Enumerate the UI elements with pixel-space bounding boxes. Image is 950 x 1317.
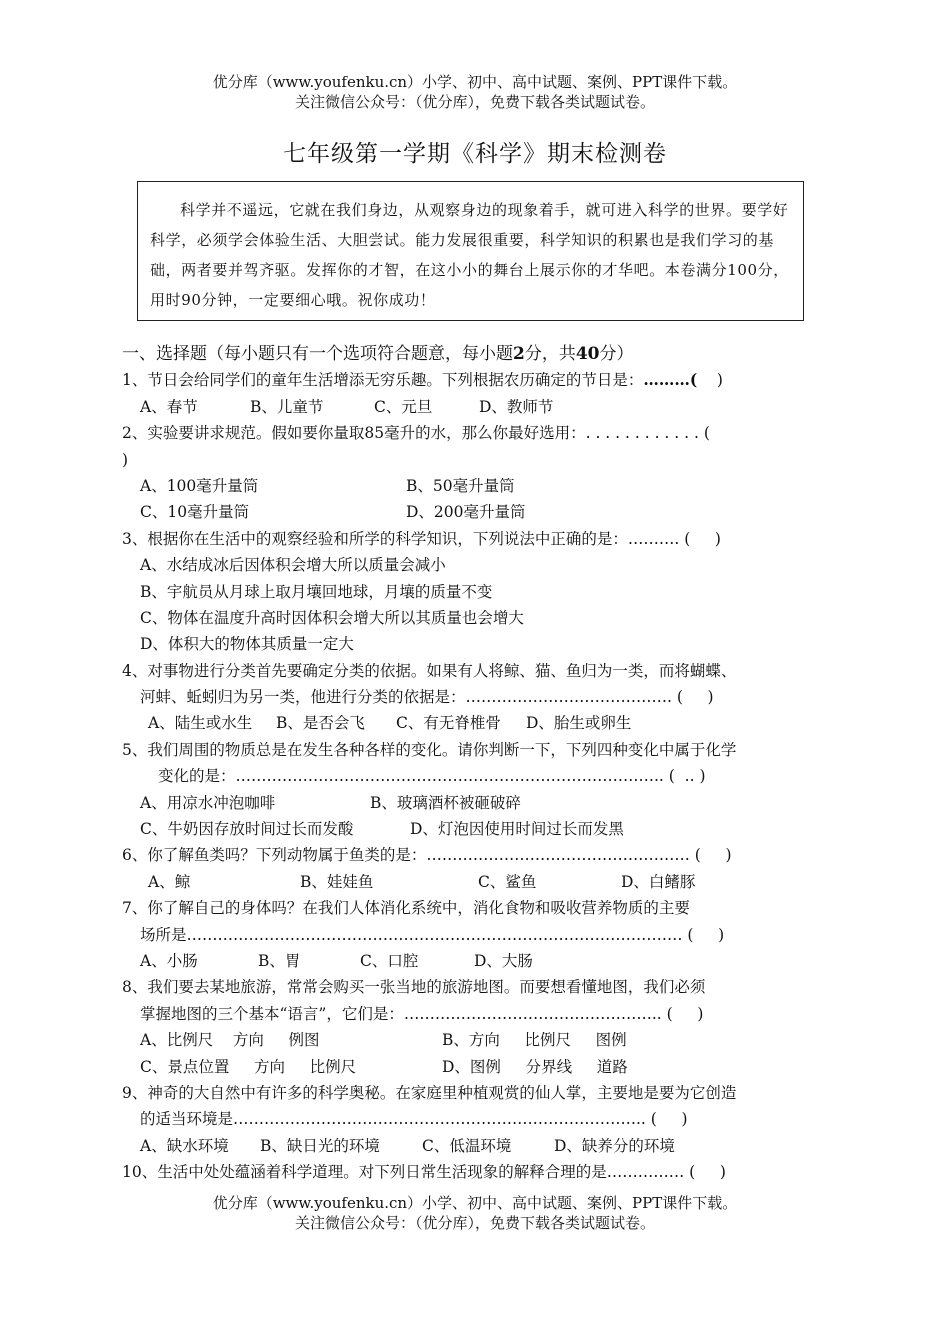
question-1-paren: )	[697, 371, 723, 390]
page-footer	[0, 1193, 950, 1233]
option-a[interactable]: A、春节	[140, 397, 198, 416]
section-prefix: 一、选择题（每小题只有一个选项符合题意，每小题	[122, 344, 513, 364]
question-1-stem: 1、节日会给同学们的童年生活增添无穷乐趣。下列根据农历确定的节日是：	[122, 371, 644, 390]
question-3: 3、根据你在生活中的观察经验和所学的科学知识，下列说法中正确的是：………. ( )	[122, 529, 721, 548]
header-line-2: 关注微信公众号：（优分库），免费下载各类试题试卷。	[294, 93, 655, 111]
option-a[interactable]: A、比例尺 方向 例图	[140, 1031, 320, 1050]
option-d[interactable]: D、缺养分的环境	[554, 1136, 675, 1155]
header-line-1: 优分库（www.youfenku.cn）小学、初中、高中试题、案例、PPT课件下载。	[212, 73, 738, 91]
option-d[interactable]: D、200毫升量筒	[406, 503, 526, 522]
question-9-cont: 的适当环境是…………………………………………………………………….. ( )	[140, 1110, 688, 1129]
option-c[interactable]: C、元旦	[374, 397, 433, 416]
option-a[interactable]: A、缺水环境	[140, 1136, 229, 1155]
section-points: 2	[513, 344, 525, 364]
option-b[interactable]: B、是否会飞	[276, 714, 365, 733]
question-7-options	[122, 948, 842, 974]
section-mid: 分，共	[524, 344, 576, 364]
question-list	[122, 341, 842, 1186]
option-c[interactable]: C、物体在温度升高时因体积会增大所以其质量也会增大	[140, 608, 524, 627]
option-b[interactable]: B、宇航员从月球上取月壤回地球，月壤的质量不变	[140, 582, 493, 601]
option-d[interactable]: D、体积大的物体其质量一定大	[140, 635, 354, 654]
question-1	[122, 367, 842, 393]
question-5-options-row-1	[122, 790, 842, 816]
option-a[interactable]: A、小肠	[140, 951, 198, 970]
option-b[interactable]: B、儿童节	[250, 397, 324, 416]
question-6: 6、你了解鱼类吗？下列动物属于鱼类的是：…………………………………………… ( )	[122, 846, 732, 865]
option-d[interactable]: D、白鳍豚	[621, 872, 696, 891]
question-2-options-row-2	[122, 499, 842, 525]
question-2: 2、实验要讲求规范。假如要你量取85毫升的水，那么你最好选用：. . . . . . . . . . . . (	[122, 424, 710, 443]
question-8-options-row-1	[122, 1027, 842, 1053]
question-4-options	[122, 710, 842, 736]
footer-line-2: 关注微信公众号：（优分库），免费下载各类试题试卷。	[294, 1214, 655, 1232]
option-b[interactable]: B、50毫升量筒	[406, 476, 515, 495]
question-7-cont: 场所是…………………………………………………………………………………… ( )	[140, 925, 725, 944]
page-header	[0, 72, 950, 112]
option-c[interactable]: C、低温环境	[422, 1136, 512, 1155]
option-d[interactable]: D、教师节	[479, 397, 554, 416]
question-2-cont: )	[122, 450, 129, 469]
question-2-options-row-1	[122, 473, 842, 499]
question-4: 4、对事物进行分类首先要确定分类的依据。如果有人将鲸、猫、鱼归为一类，而将蝴蝶、	[122, 661, 737, 680]
option-b[interactable]: B、方向 比例尺 图例	[442, 1031, 627, 1050]
option-c[interactable]: C、10毫升量筒	[140, 503, 250, 522]
option-d[interactable]: D、图例 分界线 道路	[442, 1057, 628, 1076]
question-9: 9、神奇的大自然中有许多的科学奥秘。在家庭里种植观赏的仙人掌，主要地是要为它创造	[122, 1083, 737, 1102]
question-9-options	[122, 1133, 842, 1159]
option-b[interactable]: B、玻璃酒杯被砸破碎	[370, 793, 521, 812]
option-a[interactable]: A、鲸	[148, 872, 191, 891]
question-7: 7、你了解自己的身体吗？在我们人体消化系统中，消化食物和吸收营养物质的主要	[122, 899, 690, 918]
option-a[interactable]: A、水结成冰后因体积会增大所以质量会减小	[140, 556, 446, 575]
section-heading	[122, 341, 842, 367]
option-c[interactable]: C、有无脊椎骨	[396, 714, 501, 733]
question-5-cont: 变化的是：……………………………………………………………………….. ( .. )	[158, 767, 706, 786]
footer-line-1: 优分库（www.youfenku.cn）小学、初中、高中试题、案例、PPT课件下载。	[212, 1194, 738, 1212]
option-a[interactable]: A、用凉水冲泡咖啡	[140, 793, 276, 812]
question-4-cont: 河蚌、蚯蚓归为另一类，他进行分类的依据是：…………………………………. ( )	[140, 688, 714, 707]
option-d[interactable]: D、大肠	[474, 951, 533, 970]
exam-title: 七年级第一学期《科学》期末检测卷	[283, 141, 667, 167]
question-8-cont: 掌握地图的三个基本“语言”，它们是：………………………………………….. ( )	[140, 1004, 704, 1023]
option-b[interactable]: B、娃娃鱼	[300, 872, 374, 891]
section-suffix: 分）	[599, 344, 634, 364]
option-b[interactable]: B、缺日光的环境	[260, 1136, 380, 1155]
question-5: 5、我们周围的物质总是在发生各种各样的变化。请你判断一下，下列四种变化中属于化学	[122, 740, 737, 759]
question-1-dots: ………(	[643, 370, 698, 390]
question-1-options	[122, 394, 842, 420]
section-total: 40	[575, 344, 600, 364]
option-a[interactable]: A、陆生或水生	[148, 714, 253, 733]
option-c[interactable]: C、景点位置 方向 比例尺	[140, 1057, 357, 1076]
option-b[interactable]: B、胃	[258, 951, 301, 970]
question-6-options	[122, 869, 842, 895]
option-c[interactable]: C、口腔	[360, 951, 419, 970]
question-8: 8、我们要去某地旅游，常常会购买一张当地的旅游地图。而要想看懂地图，我们必须	[122, 978, 706, 997]
question-10: 10、生活中处处蕴涵着科学道理。对下列日常生活现象的解释合理的是…………… ( )	[122, 1163, 726, 1182]
option-d[interactable]: D、灯泡因使用时间过长而发黑	[410, 820, 624, 839]
intro-box	[137, 181, 804, 321]
option-c[interactable]: C、鲨鱼	[478, 872, 537, 891]
question-5-options-row-2	[122, 816, 842, 842]
question-8-options-row-2	[122, 1054, 842, 1080]
intro-text: 科学并不遥远，它就在我们身边，从观察身边的现象着手，就可进入科学的世界。要学好科学，必须学会体验生活、大胆尝试。能力发展很重要，科学知识的积累也是我们学习的基础，两者要并驾齐驱。发挥你的才智，在这小小的舞台上展示你的才华吧。本卷满分100分，用时90分钟，一定要细心哦。祝你成功！	[150, 201, 789, 309]
option-d[interactable]: D、胎生或卵生	[526, 714, 632, 733]
option-a[interactable]: A、100毫升量筒	[140, 476, 259, 495]
option-c[interactable]: C、牛奶因存放时间过长而发酸	[140, 820, 354, 839]
